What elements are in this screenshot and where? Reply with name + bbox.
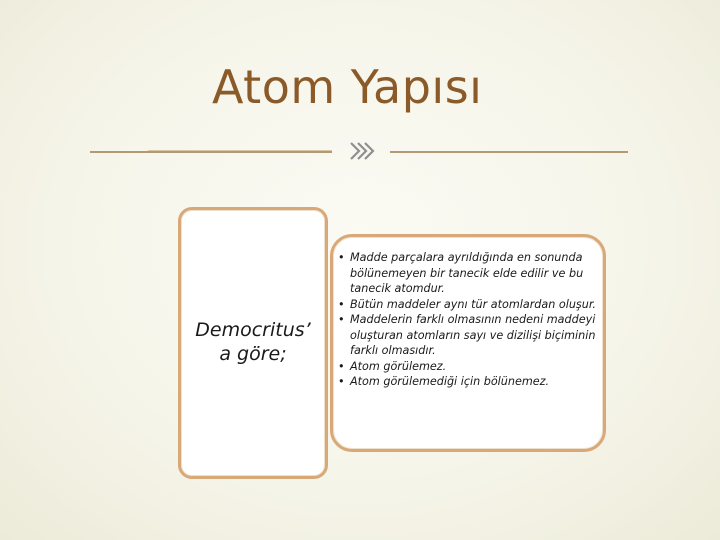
left-box-text xyxy=(178,318,328,366)
left-box-line-1: Democritus’ xyxy=(195,319,311,341)
bullet-list xyxy=(338,250,598,390)
triple-chevron-icon xyxy=(345,138,381,164)
bullet-item: • Bütün maddeler aynı tür atomlardan oluşur. xyxy=(338,297,598,313)
bullet-item: • Atom görülemez. xyxy=(338,359,598,375)
bullet-item: • Atom görülemediği için bölünemez. xyxy=(338,374,598,390)
bullet-item: • Maddelerin farklı olmasının nedeni maddeyi oluşturan atomların sayı ve dizilişi biçiminin farklı olmasıdır. xyxy=(338,312,598,359)
left-box-line-2: a göre; xyxy=(219,343,287,365)
title-rule-left xyxy=(90,151,332,153)
slide-title: Atom Yapısı xyxy=(212,60,483,114)
title-rule-right xyxy=(390,151,628,153)
bullet-item: • Madde parçalara ayrıldığında en sonunda bölünemeyen bir tanecik elde edilir ve bu tanecik atomdur. xyxy=(338,250,598,297)
